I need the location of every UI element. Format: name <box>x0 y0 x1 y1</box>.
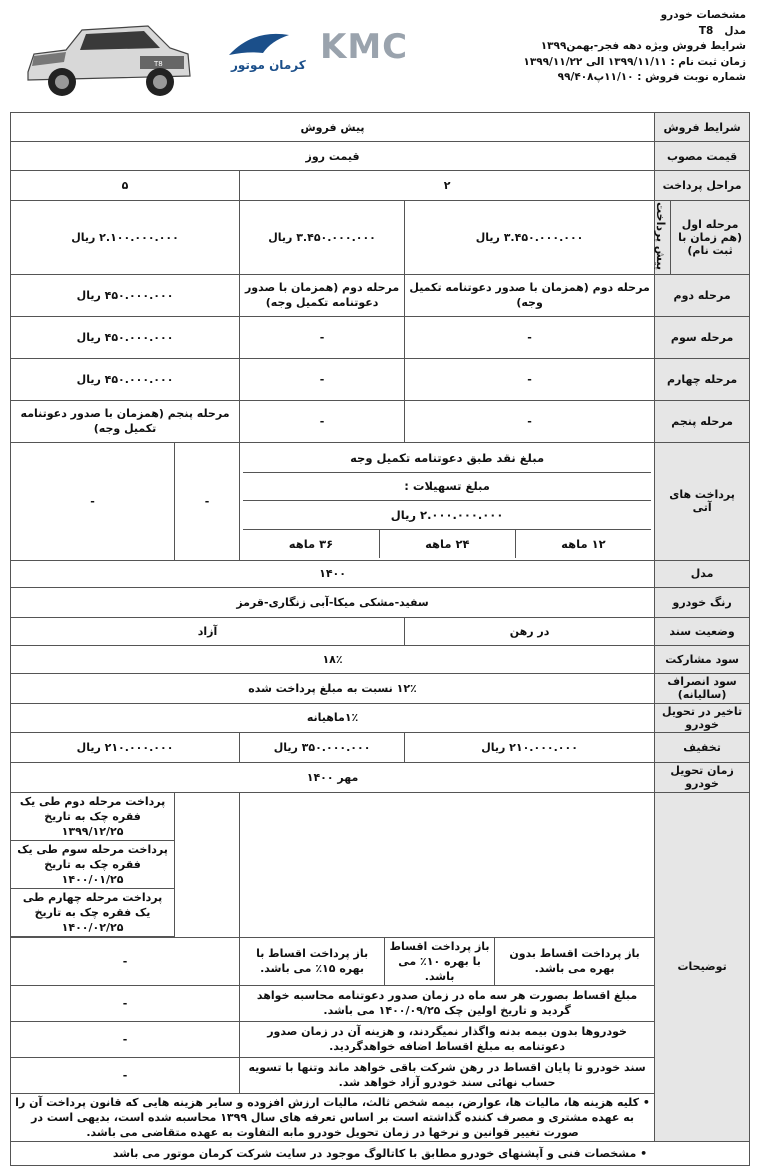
label-model: مدل <box>655 560 750 587</box>
row-stage-2 <box>11 274 750 316</box>
brand-text: KMC <box>320 27 409 67</box>
kmc-emblem-icon <box>225 25 305 73</box>
stage-3-col-a: - <box>405 316 655 358</box>
label-delay: تاخیر در تحویل خودرو <box>655 703 750 732</box>
n3-col-b: - <box>11 1057 240 1093</box>
label-stage-2: مرحله دوم <box>655 274 750 316</box>
value-sale-terms: پیش فروش <box>11 113 655 142</box>
row-approved-price <box>11 142 750 171</box>
term-24: ۲۴ ماهه <box>379 529 515 558</box>
stage-5-col-c: مرحله پنجم (همزمان با صدور دعوتنامه تکمیل وجه) <box>11 400 240 442</box>
kmc-logo <box>225 25 420 73</box>
repay-10: باز پرداخت اقساط با بهره ۱۰٪ می باشد. <box>385 937 495 985</box>
stage-1-col-c: ۲.۱۰۰.۰۰۰.۰۰۰ ریال <box>11 201 240 275</box>
cheque-stage-2: پرداخت مرحله دوم طی یک فقره چک به تاریخ ۱۳۹۹/۱۲/۲۵ <box>11 792 175 840</box>
row-payment-stages <box>11 171 750 201</box>
row-stage-5 <box>11 400 750 442</box>
notes-blank-mid <box>175 792 240 937</box>
stage-3-col-b: - <box>240 316 405 358</box>
row-future-payments <box>11 442 750 560</box>
label-discount: تخفیف <box>655 732 750 762</box>
future-col-b: - <box>175 442 240 560</box>
registration-time: زمان ثبت نام : ۱۳۹۹/۱۱/۱۱ الی ۱۳۹۹/۱۱/۲۲ <box>523 55 746 68</box>
specs-title: مشخصات خودرو <box>660 9 746 21</box>
row-stage-1 <box>11 201 750 275</box>
repay-15: باز پرداخت اقساط با بهره ۱۵٪ می باشد. <box>240 937 385 985</box>
page-header <box>0 0 758 112</box>
note-installments: مبلغ اقساط بصورت هر سه ماه در زمان صدور دعوتنامه محاسبه خواهد گردید و تاریخ اولین چک ۱۴۰۰/۰۹/۲۵ می باشد. <box>240 985 655 1021</box>
row-model <box>11 560 750 587</box>
notes-blank-area <box>240 792 655 937</box>
row-notes-n3 <box>11 1057 750 1093</box>
repay-no-interest: باز پرداخت اقساط بدون بهره می باشد. <box>495 937 655 985</box>
repay-col-b: - <box>11 937 240 985</box>
future-loan-amount: ۲.۰۰۰.۰۰۰.۰۰۰ ریال <box>243 500 651 529</box>
stages-count-2: ۲ <box>240 171 655 201</box>
label-stage-5: مرحله پنجم <box>655 400 750 442</box>
row-delay <box>11 703 750 732</box>
label-cancel: سود انصراف (سالیانه) <box>655 673 750 703</box>
stage-2-col-c: ۴۵۰.۰۰۰.۰۰۰ ریال <box>11 274 240 316</box>
future-payments-detail <box>240 442 655 560</box>
svg-text:T8: T8 <box>154 60 163 68</box>
row-notes-f2 <box>11 1141 750 1165</box>
sale-conditions-table <box>10 112 750 1166</box>
sale-condition: شرایط فروش ویژه دهه فجر-بهمن۱۳۹۹ <box>540 40 746 52</box>
cheque-stage-3: پرداخت مرحله سوم طی یک فقره چک به تاریخ ۱۴۰۰/۰۱/۲۵ <box>11 840 175 888</box>
header-info <box>446 8 746 86</box>
label-sale-terms: شرایط فروش <box>655 113 750 142</box>
row-notes-n1 <box>11 985 750 1021</box>
doc-status-free: آزاد <box>11 617 405 645</box>
value-delivery: مهر ۱۴۰۰ <box>11 762 655 792</box>
stages-count-5: ۵ <box>11 171 240 201</box>
label-notes: توضیحات <box>655 792 750 1141</box>
stage-1-col-b: ۳.۴۵۰.۰۰۰.۰۰۰ ریال <box>240 201 405 275</box>
row-notes-1 <box>11 792 750 840</box>
stage-3-col-c: ۴۵۰.۰۰۰.۰۰۰ ریال <box>11 316 240 358</box>
value-partnership: ۱۸٪ <box>11 645 655 673</box>
stage-4-col-c: ۴۵۰.۰۰۰.۰۰۰ ریال <box>11 358 240 400</box>
label-stage-1: مرحله اول (هم زمان با ثبت نام) <box>671 201 750 275</box>
row-cancel <box>11 673 750 703</box>
stage-2-col-b: مرحله دوم (همزمان با صدور دعوتنامه تکمیل وجه) <box>240 274 405 316</box>
model-line: مدل T8 <box>698 24 746 37</box>
discount-col-b: ۳۵۰.۰۰۰.۰۰۰ ریال <box>240 732 405 762</box>
term-36: ۳۶ ماهه <box>288 537 334 552</box>
n2-col-b: - <box>11 1021 240 1057</box>
label-stage-3: مرحله سوم <box>655 316 750 358</box>
discount-col-a: ۲۱۰.۰۰۰.۰۰۰ ریال <box>405 732 655 762</box>
svg-text:کرمان موتور: کرمان موتور <box>231 58 306 72</box>
row-discount <box>11 732 750 762</box>
label-stage-4: مرحله چهارم <box>655 358 750 400</box>
stage-5-col-a: - <box>405 400 655 442</box>
value-cancel: ۱۲٪ نسبت به مبلغ پرداخت شده <box>11 673 655 703</box>
future-cash: مبلغ نقد طبق دعوتنامه تکمیل وجه <box>243 444 651 472</box>
row-sale-terms <box>11 113 750 142</box>
future-col-c: - <box>11 442 175 560</box>
term-12: ۱۲ ماهه <box>515 529 651 558</box>
row-notes-n2 <box>11 1021 750 1057</box>
label-approved-price: قیمت مصوب <box>655 142 750 171</box>
label-delivery: زمان تحویل خودرو <box>655 762 750 792</box>
row-doc-status <box>11 617 750 645</box>
note-insurance: خودروها بدون بیمه بدنه واگذار نمیگردند، و هزینه آن در زمان صدور دعوتنامه به مبلغ اقساط اضافه خواهدگردید. <box>240 1021 655 1057</box>
footnote-specs: • مشخصات فنی و آپشنهای خودرو مطابق با کاتالوگ موجود در سایت شرکت کرمان موتور می باشد <box>11 1141 750 1165</box>
stage-1-col-a: ۳.۴۵۰.۰۰۰.۰۰۰ ریال <box>405 201 655 275</box>
row-stage-4 <box>11 358 750 400</box>
stage-2-col-a: مرحله دوم (همزمان با صدور دعوتنامه تکمیل وجه) <box>405 274 655 316</box>
value-delay: ۱٪ماهیانه <box>11 703 655 732</box>
stage-5-col-b: - <box>240 400 405 442</box>
row-notes-repay <box>11 937 750 985</box>
row-notes-f1 <box>11 1093 750 1141</box>
row-delivery <box>11 762 750 792</box>
label-doc-status: وضعیت سند <box>655 617 750 645</box>
sale-number: شماره نوبت فروش : ۱۱/۱۰پ۹۹/۴۰۸ <box>557 71 746 83</box>
label-partnership: سود مشارکت <box>655 645 750 673</box>
label-payment-stages: مراحل پرداخت <box>655 171 750 201</box>
stage-4-col-b: - <box>240 358 405 400</box>
row-color <box>11 587 750 617</box>
stage-4-col-a: - <box>405 358 655 400</box>
n1-col-b: - <box>11 985 240 1021</box>
footnote-costs: • کلیه هزینه ها، مالیات ها، عوارض، بیمه شخص ثالث، مالیات ارزش افزوده و سایر هزینه هایی که قانون پرداخت آن را به عهده مشتری و مصرف کننده گذاشته است بر اساس تعرفه های سال ۱۳۹۹ محاسبه شده است، بدیهی است در صورت تغییر قوانین و نرخها در زمان تحویل خودرو مابه التفاوت به عهده متقاضی می باشد. <box>11 1093 655 1141</box>
row-partnership <box>11 645 750 673</box>
value-approved-price: قیمت روز <box>11 142 655 171</box>
future-loan-label: مبلغ تسهیلات : <box>243 472 651 500</box>
discount-col-c: ۲۱۰.۰۰۰.۰۰۰ ریال <box>11 732 240 762</box>
label-color: رنگ خودرو <box>655 587 750 617</box>
value-color: سفید-مشکی میکا-آبی زنگاری-قرمز <box>11 587 655 617</box>
label-prepay: پیش پرداخت <box>655 201 671 275</box>
cheque-stage-4: پرداخت مرحله چهارم طی یک فقره چک به تاریخ ۱۴۰۰/۰۲/۲۵ <box>11 888 175 936</box>
label-future-payments: پرداخت های آتی <box>655 442 750 560</box>
doc-status-mortgage: در رهن <box>405 617 655 645</box>
row-stage-3 <box>11 316 750 358</box>
note-document: سند خودرو تا پایان اقساط در رهن شرکت باقی خواهد ماند وتنها با تسویه حساب نهائی سند خودرو آزاد خواهد شد. <box>240 1057 655 1093</box>
car-image <box>20 10 195 105</box>
value-model: ۱۴۰۰ <box>11 560 655 587</box>
